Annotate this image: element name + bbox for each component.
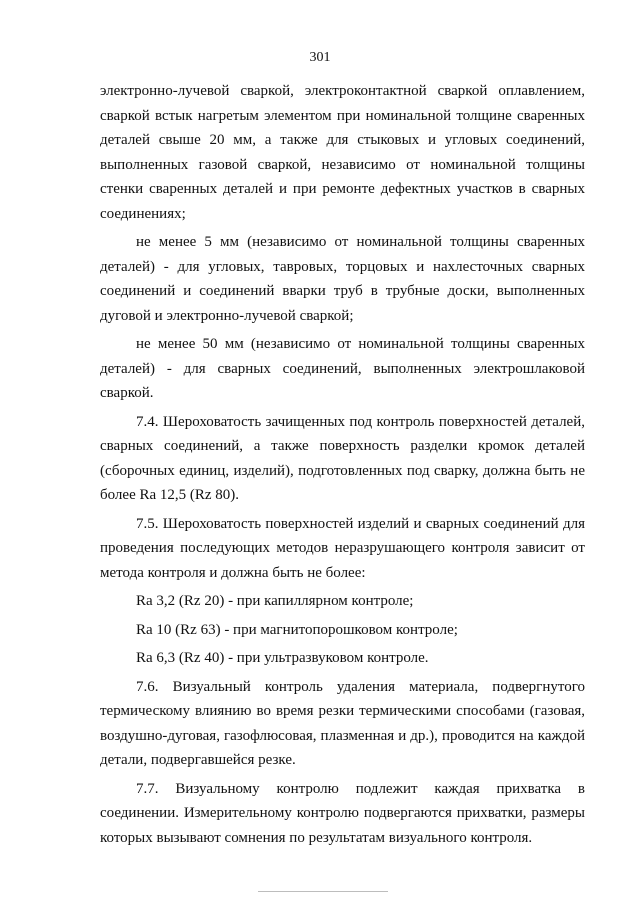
page-number: 301 [309,50,331,65]
document-body [100,79,585,850]
paragraph-min-5mm: не менее 5 мм (независимо от номинальной толщины сваренных деталей) - для угловых, тавровых, торцовых и нахлесточных сварных соединений и соединений вварки труб в трубные доски, выполненных дуговой и электронно-лучевой сваркой; [100,234,585,324]
paragraph-7-7: 7.7. Визуальному контролю подлежит каждая прихватка в соединении. Измерительному контролю подвергаются прихватки, размеры которых вызывают сомнения по результатам визуального контроля. [100,780,585,846]
paragraph-7-4: 7.4. Шероховатость зачищенных под контроль поверхностей деталей, сварных соединений, а также поверхность разделки кромок деталей (сборочных единиц, изделий), подготовленных под сварку, должна быть не более Ra 12,5 (Rz 80). [100,413,585,503]
roughness-capillary: Ra 3,2 (Rz 20) - при капиллярном контроле; [136,593,414,609]
scan-edge-line [258,891,388,892]
paragraph-7-5: 7.5. Шероховатость поверхностей изделий и сварных соединений для проведения последующих методов неразрушающего контроля зависит от метода контроля и должна быть не более: [100,515,585,581]
paragraph-min-50mm: не менее 50 мм (независимо от номинальной толщины сваренных деталей) - для сварных соединений, выполненных электрошлаковой сваркой. [100,336,585,401]
roughness-ultrasonic: Ra 6,3 (Rz 40) - при ультразвуковом контроле. [136,650,429,666]
paragraph-continuation: электронно-лучевой сваркой, электроконтактной сваркой оплавлением, сваркой встык нагретым элементом при номинальной толщине сваренных деталей свыше 20 мм, а также для стыковых и угловых соединений, выполненных газовой сваркой, независимо от номинальной толщины стенки сваренных деталей и при ремонте дефектных участков в сварных соединениях; [100,83,585,222]
paragraph-7-6: 7.6. Визуальный контроль удаления материала, подвергнутого термическому влиянию во время резки термическими способами (газовая, воздушно-дуговая, газофлюсовая, плазменная и др.), проводится на каждой детали, подвергавшейся резке. [100,678,585,768]
roughness-magnetic: Ra 10 (Rz 63) - при магнитопорошковом контроле; [136,621,458,638]
